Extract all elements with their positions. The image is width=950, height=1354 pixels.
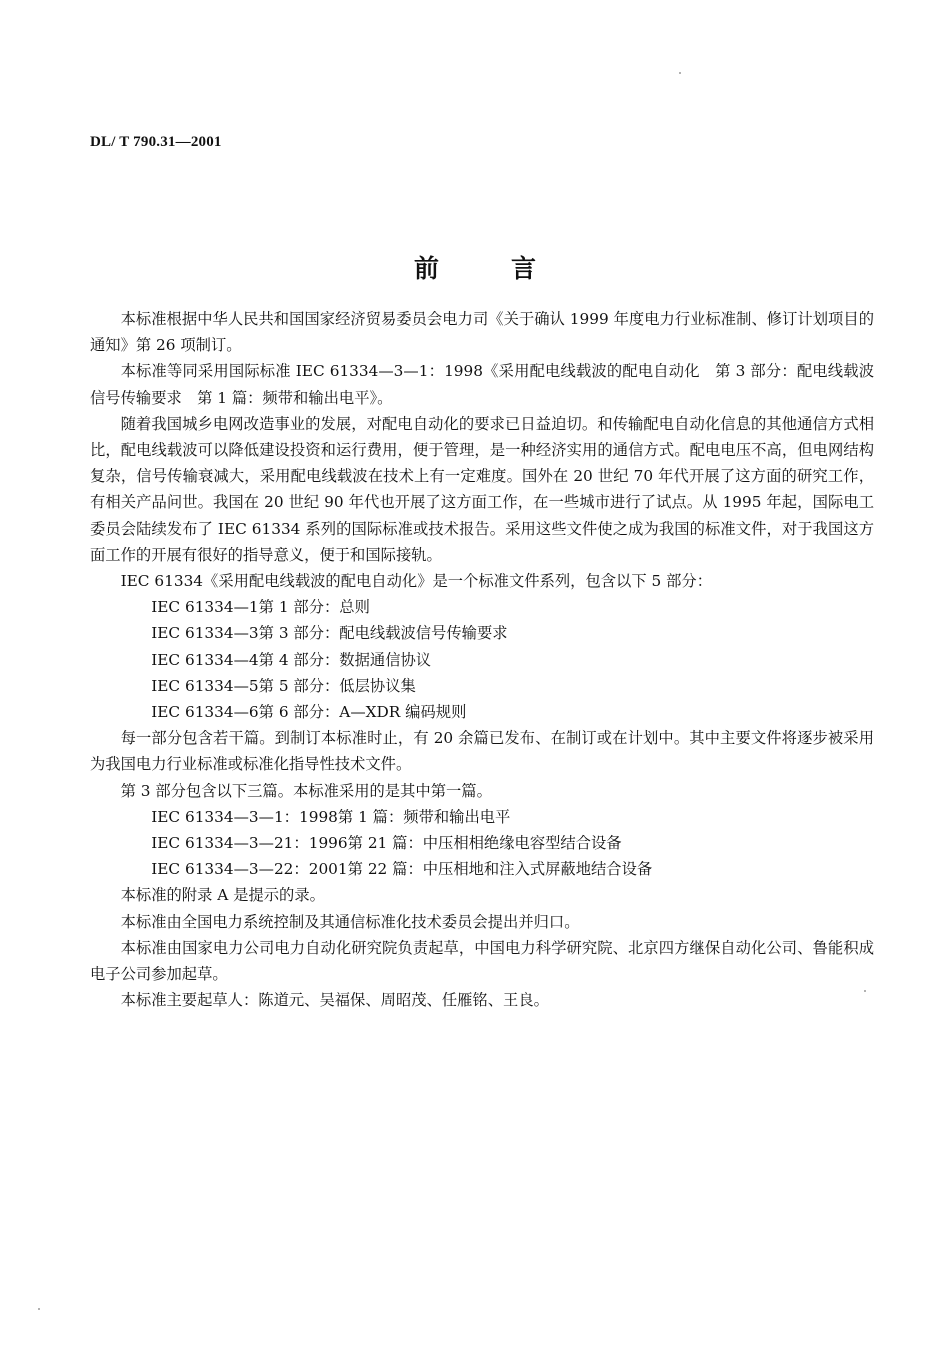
list-item	[90, 830, 874, 856]
list-item	[90, 620, 874, 646]
scan-speck	[38, 1308, 40, 1310]
section-code: IEC 61334—3—22：2001	[151, 860, 348, 879]
part-code: IEC 61334—3	[151, 624, 259, 643]
list-item	[90, 804, 874, 830]
paragraph-drafting-orgs: 本标准由国家电力公司电力自动化研究院负责起草，中国电力科学研究院、北京四方继保自动化公司、鲁能积成电子公司参加起草。	[90, 938, 874, 984]
part-text: 第 5 部分：低层协议集	[258, 676, 416, 695]
part-text: 第 3 部分：配电线载波信号传输要求	[258, 624, 508, 643]
title-char-2: 言	[511, 254, 537, 283]
section-text: 第 22 篇：中压相地和注入式屏蔽地结合设备	[347, 860, 653, 879]
paragraph-proposer: 本标准由全国电力系统控制及其通信标准化技术委员会提出并归口。	[120, 912, 580, 931]
section-code: IEC 61334—3—21：1996	[151, 834, 348, 853]
paragraph-background: 随着我国城乡电网改造事业的发展，对配电自动化的要求已日益迫切。和传输配电自动化信息的其他通信方式相比，配电线载波可以降低建设投资和运行费用，便于管理，是一种经济实用的通信方式。配电电压不高，但电网结构复杂，信号传输衰减大，采用配电线载波在技术上有一定难度。国外在 20 世纪 70 年代开展了这方面的研究工作，有相关产品问世。我国在 20 世纪 90 年代也开展了这方面工作，在一些城市进行了试点。从 1995 年起，国际电工委员会陆续发布了 IEC 61334 系列的国际标准或技术报告。采用这些文件使之成为我国的标准文件，对于我国这方面工作的开展有很好的指导意义，便于和国际接轨。	[90, 414, 874, 564]
foreword-body	[90, 306, 874, 1013]
title-char-1: 前	[413, 254, 439, 283]
part-code: IEC 61334—1	[151, 598, 259, 617]
paragraph-basis: 本标准根据中华人民共和国国家经济贸易委员会电力司《关于确认 1999 年度电力行业标准制、修订计划项目的通知》第 26 项制订。	[90, 310, 874, 355]
list-item	[90, 647, 874, 673]
list-item	[90, 699, 874, 725]
part-text: 第 1 部分：总则	[258, 598, 370, 617]
part-text: 第 4 部分：数据通信协议	[258, 650, 432, 669]
paragraph-adoption: 本标准等同采用国际标准 IEC 61334—3—1：1998《采用配电线载波的配电自动化 第 3 部分：配电线载波信号传输要求 第 1 篇：频带和输出电平》。	[90, 362, 874, 407]
paragraph-drafters: 本标准主要起草人：陈道元、吴福保、周昭茂、任雁铭、王良。	[120, 991, 549, 1010]
list-item	[90, 856, 874, 882]
document-code: DL/ T 790.31—2001	[90, 134, 222, 150]
section-text: 第 21 篇：中压相相绝缘电容型结合设备	[347, 834, 622, 853]
page-title	[0, 249, 950, 285]
paragraph-parts-status: 每一部分包含若干篇。到制订本标准时止，有 20 余篇已发布、在制订或在计划中。其中主要文件将逐步被采用为我国电力行业标准或标准化指导性技术文件。	[90, 729, 874, 774]
list-item	[90, 673, 874, 699]
scan-speck	[679, 72, 681, 74]
part-text: 第 6 部分：A—XDR 编码规则	[258, 703, 467, 722]
part-code: IEC 61334—5	[151, 676, 259, 695]
paragraph-series-intro: IEC 61334《采用配电线载波的配电自动化》是一个标准文件系列，包含以下 5 部分：	[120, 572, 712, 591]
scan-speck	[864, 990, 866, 992]
part-code: IEC 61334—4	[151, 650, 259, 669]
paragraph-part3-intro: 第 3 部分包含以下三篇。本标准采用的是其中第一篇。	[120, 781, 492, 800]
paragraph-annex: 本标准的附录 A 是提示的录。	[120, 886, 325, 905]
list-item	[90, 594, 874, 620]
section-text: 第 1 篇：频带和输出电平	[337, 807, 511, 826]
section-code: IEC 61334—3—1：1998	[151, 807, 338, 826]
part-code: IEC 61334—6	[151, 703, 259, 722]
